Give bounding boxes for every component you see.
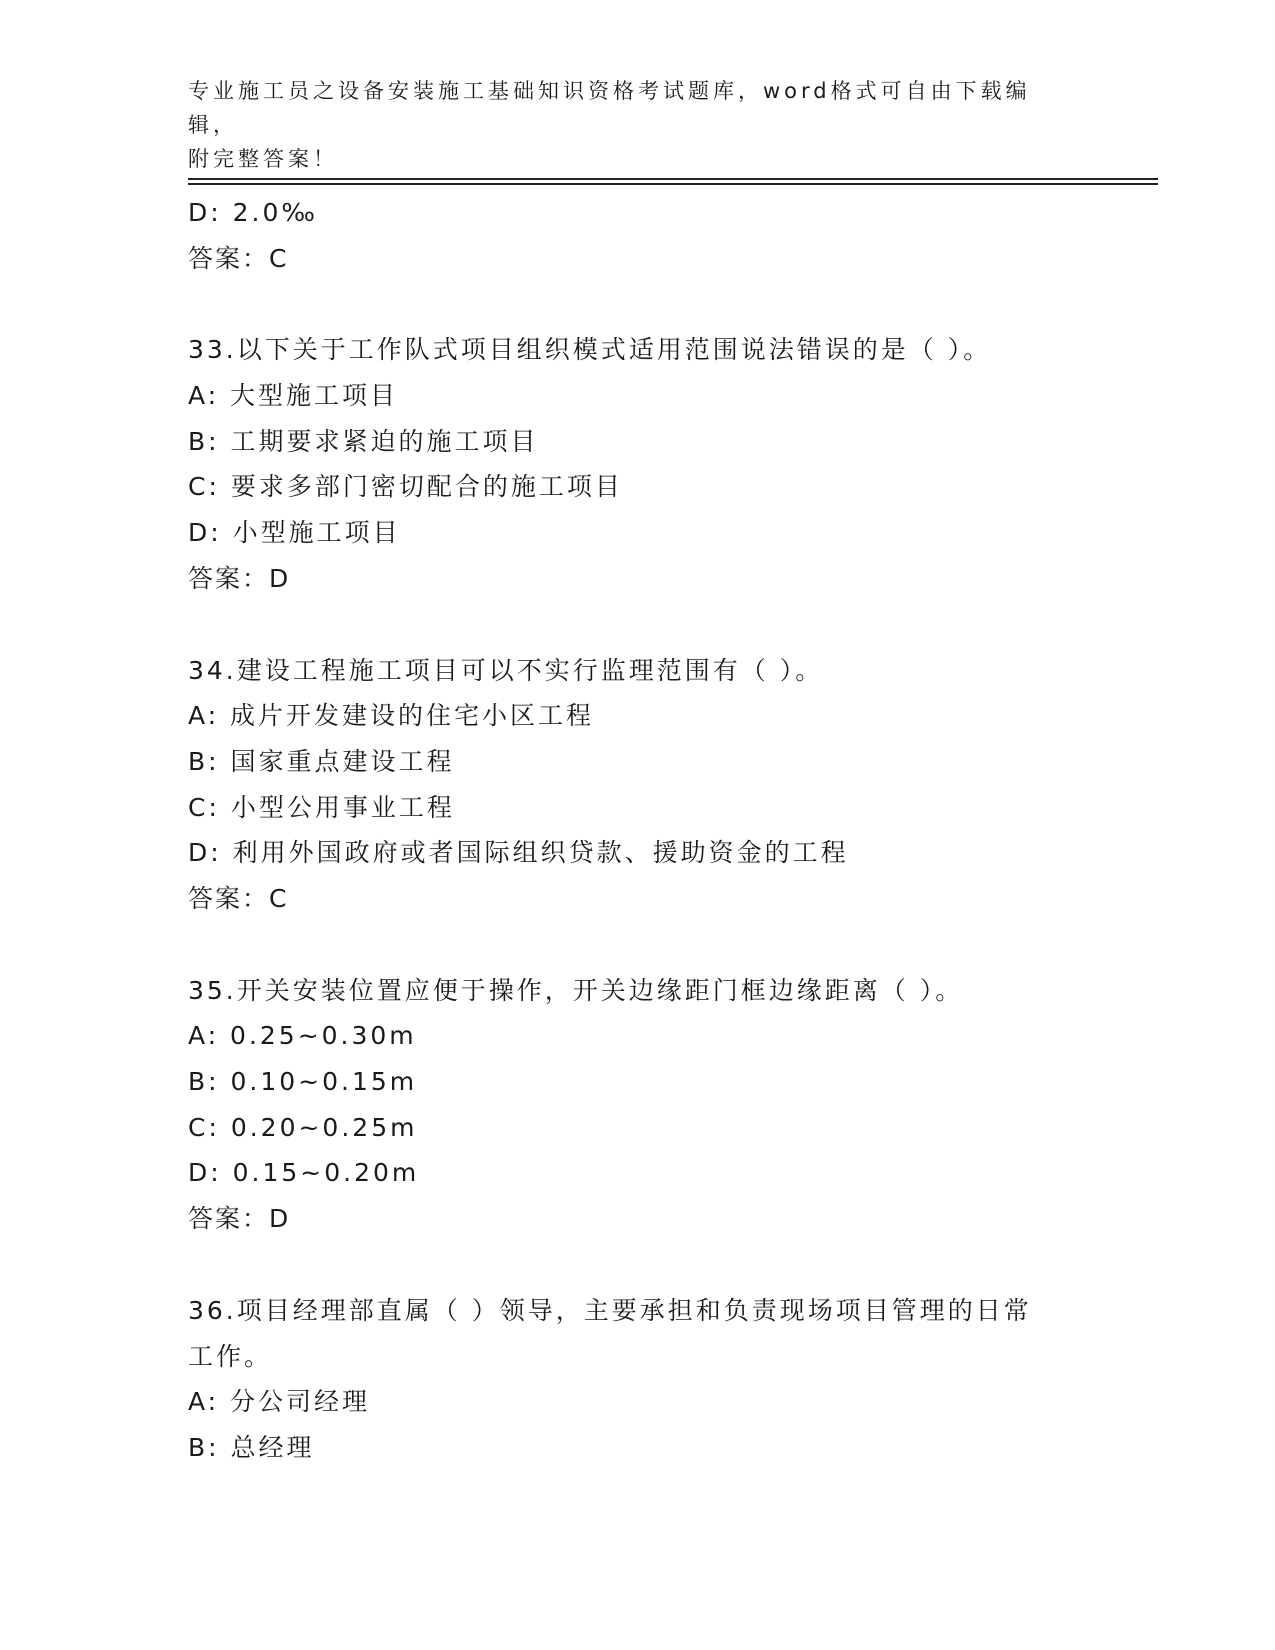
option-d: D: 2.0‰: [188, 198, 318, 227]
option-b: B: 国家重点建设工程: [188, 746, 455, 776]
option-d: D: 小型施工项目: [188, 518, 401, 548]
option-a: A: 大型施工项目: [188, 381, 399, 411]
question-list: [188, 190, 1148, 1471]
option-a: A: 分公司经理: [188, 1387, 371, 1417]
option-b: B: 工期要求紧迫的施工项目: [188, 426, 539, 456]
option-c: C: 要求多部门密切配合的施工项目: [188, 472, 623, 502]
question-36: [188, 1288, 1148, 1471]
header-line-1: 专业施工员之设备安装施工基础知识资格考试题库，word格式可自由下载编辑，: [188, 79, 1031, 137]
option-a: A: 成片开发建设的住宅小区工程: [188, 701, 595, 731]
option-d: D: 0.15~0.20m: [188, 1158, 420, 1188]
question-stem-line-1: 36.项目经理部直属（ ）领导，主要承担和负责现场项目管理的日常: [188, 1295, 1032, 1325]
header-line-2: 附完整答案！: [188, 147, 338, 171]
answer-line: 答案：C: [188, 883, 289, 913]
answer-line: 答案：D: [188, 563, 291, 593]
option-c: C: 0.20~0.25m: [188, 1112, 418, 1142]
question-35: [188, 968, 1148, 1242]
answer-line: 答案：C: [188, 243, 289, 273]
question-34: [188, 648, 1148, 922]
question-33: [188, 327, 1148, 601]
option-b: B: 总经理: [188, 1432, 315, 1462]
option-a: A: 0.25~0.30m: [188, 1021, 417, 1051]
header-divider-bottom: [188, 183, 1158, 185]
document-header: [188, 74, 1068, 176]
question-stem-line-2: 工作。: [188, 1341, 273, 1371]
header-divider-top: [188, 178, 1158, 180]
answer-line: 答案：D: [188, 1204, 291, 1234]
option-b: B: 0.10~0.15m: [188, 1067, 418, 1097]
option-c: C: 小型公用事业工程: [188, 792, 455, 822]
question-stem: 35.开关安装位置应便于操作，开关边缘距门框边缘距离（ ）。: [188, 975, 964, 1005]
option-d: D: 利用外国政府或者国际组织贷款、援助资金的工程: [188, 838, 849, 868]
question-stem: 34.建设工程施工项目可以不实行监理范围有（ ）。: [188, 655, 824, 685]
question-stem: 33.以下关于工作队式项目组织模式适用范围说法错误的是（ ）。: [188, 335, 992, 365]
